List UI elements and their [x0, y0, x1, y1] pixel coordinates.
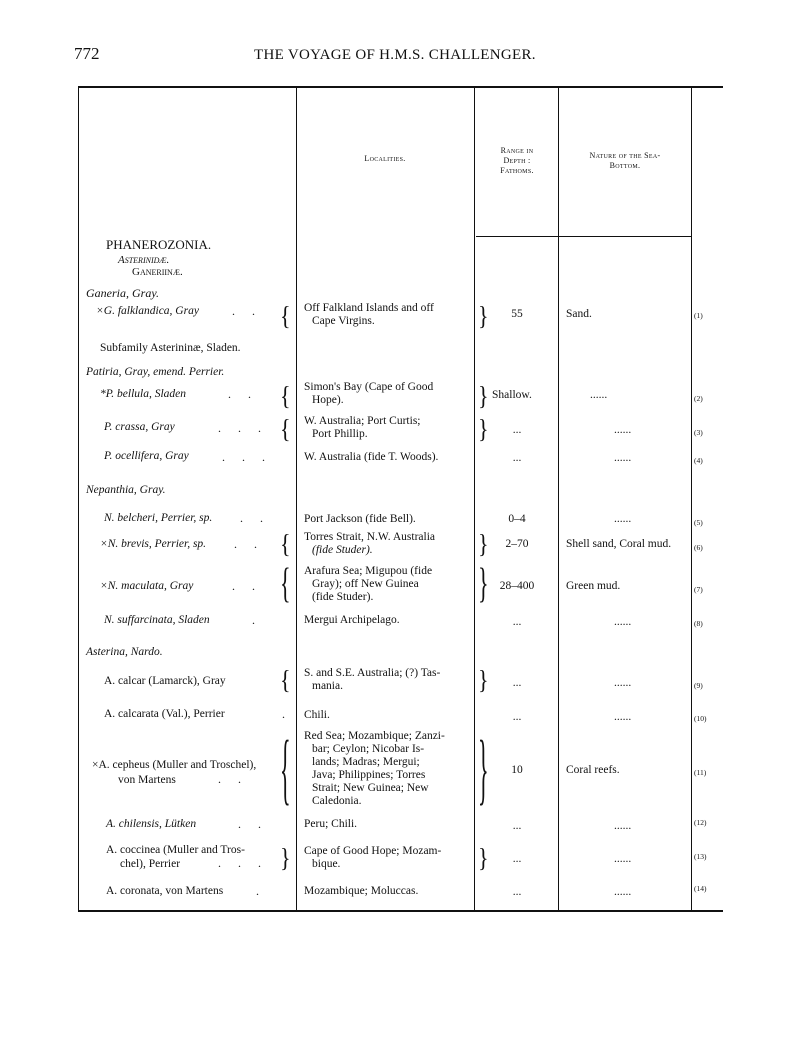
sea-bottom: ......	[614, 452, 632, 464]
species-name: ×N. maculata, Gray	[100, 580, 194, 592]
locality-line: Cape Virgins.	[312, 315, 375, 327]
locality	[304, 845, 441, 871]
sea-bottom: ......	[614, 711, 632, 723]
species-name: P. crassa, Gray	[104, 421, 175, 433]
footnote-ref: (5)	[694, 518, 703, 527]
header-bottom-rule	[476, 236, 691, 237]
col-divider-localities	[474, 88, 475, 910]
genus-ganeria: Ganeria, Gray.	[86, 286, 159, 300]
sea-bottom: ......	[614, 677, 632, 689]
header-range-line3: Fathoms.	[500, 166, 534, 175]
left-brace: {	[280, 722, 291, 813]
footnote-ref: (14)	[694, 884, 707, 893]
locality-line: Hope).	[312, 394, 344, 406]
leader-dots: . .	[228, 387, 258, 401]
sea-bottom: ......	[614, 853, 632, 865]
leader-dots: .	[282, 707, 292, 721]
sea-bottom: ......	[614, 886, 632, 898]
right-brace: }	[478, 528, 489, 559]
locality-line: Gray); off New Guinea	[312, 578, 419, 590]
family-heading: Asterinidæ.	[118, 254, 170, 266]
footnote-ref: (3)	[694, 428, 703, 437]
locality	[304, 302, 434, 328]
left-brace: {	[280, 380, 291, 411]
table-top-rule	[78, 86, 723, 88]
page-number: 772	[74, 44, 100, 63]
species-name: ×N. brevis, Perrier, sp.	[100, 538, 207, 550]
locality-line: Port Jackson (fide Bell).	[304, 513, 416, 525]
footnote-ref: (9)	[694, 681, 703, 690]
sea-bottom: Shell sand, Coral mud.	[566, 538, 672, 550]
locality-line: bique.	[312, 858, 341, 870]
table-bottom-rule	[78, 910, 723, 912]
species-name-line: chel), Perrier	[120, 858, 181, 870]
species-name: N. suffarcinata, Sladen	[104, 614, 210, 626]
footnote-ref: (11)	[694, 768, 707, 777]
running-title: THE VOYAGE OF H.M.S. CHALLENGER.	[254, 47, 536, 63]
sea-bottom: ......	[590, 389, 608, 401]
locality-line: Mozambique; Moluccas.	[304, 885, 419, 897]
leader-dots: .	[252, 613, 262, 627]
right-brace: }	[478, 413, 489, 444]
leader-dots: . . .	[218, 421, 268, 435]
header-range	[478, 146, 556, 176]
species-name: ×G. falklandica, Gray	[96, 305, 199, 317]
locality	[304, 531, 435, 557]
locality	[304, 381, 433, 407]
depth: Shallow.	[492, 389, 532, 401]
leader-dots: . . .	[218, 856, 268, 870]
right-brace: }	[478, 380, 489, 411]
locality	[304, 730, 445, 808]
left-brace: {	[280, 528, 291, 559]
footnote-ref: (8)	[694, 619, 703, 628]
locality-line: Java; Philippines; Torres	[312, 769, 426, 781]
depth: ...	[512, 452, 522, 464]
species-name-line: von Martens	[118, 774, 176, 786]
species-name: A. calcarata (Val.), Perrier	[104, 708, 225, 720]
header-range-line1: Range in	[500, 146, 534, 155]
footnote-ref: (2)	[694, 394, 703, 403]
left-brace: {	[280, 559, 291, 607]
locality-line: W. Australia (fide T. Woods).	[304, 451, 439, 463]
species-name: P. ocellifera, Gray	[104, 450, 189, 462]
locality	[304, 709, 330, 722]
right-brace: }	[478, 559, 489, 607]
footnote-ref: (1)	[694, 311, 703, 320]
locality	[304, 667, 440, 693]
left-brace: {	[280, 300, 291, 331]
locality-line: S. and S.E. Australia; (?) Tas-	[304, 667, 441, 679]
depth: 2–70	[505, 538, 529, 550]
genus-asterina: Asterina, Nardo.	[86, 646, 163, 658]
right-brace: }	[478, 842, 489, 873]
locality-line: Caledonia.	[312, 795, 362, 807]
depth: 55	[511, 308, 523, 320]
species-name: N. belcheri, Perrier, sp.	[104, 512, 213, 524]
header-nature-line1: Nature of the Sea-	[589, 151, 661, 160]
order-heading: PHANEROZONIA.	[106, 237, 212, 252]
depth: 0–4	[508, 513, 526, 525]
locality-line: bar; Ceylon; Nicobar Is-	[312, 743, 425, 755]
species-name-line: A. coccinea (Muller and Tros-	[106, 844, 245, 856]
leader-dots: . .	[218, 772, 248, 786]
col-divider-species	[296, 88, 297, 910]
left-brace: {	[280, 413, 291, 444]
locality-line: (fide Studer).	[312, 591, 374, 603]
sea-bottom: Coral reefs.	[566, 764, 620, 776]
sea-bottom: ......	[614, 513, 632, 525]
col-divider-depth	[558, 88, 559, 910]
footnote-ref: (6)	[694, 543, 703, 552]
sea-bottom: ......	[614, 616, 632, 628]
footnote-ref: (7)	[694, 585, 703, 594]
depth: ...	[512, 711, 522, 723]
locality-line: Cape of Good Hope; Mozam-	[304, 845, 442, 857]
species-name: A. coronata, von Martens	[106, 885, 224, 897]
sea-bottom: Sand.	[566, 308, 592, 320]
leader-dots: . .	[240, 511, 270, 525]
locality-line: Simon's Bay (Cape of Good	[304, 381, 434, 393]
locality-line: lands; Madras; Mergui;	[312, 756, 420, 768]
footnote-ref: (13)	[694, 852, 707, 861]
locality-line: mania.	[312, 680, 343, 692]
depth: 10	[511, 764, 523, 776]
locality	[304, 451, 438, 464]
footnote-ref: (10)	[694, 714, 707, 723]
species-name: A. chilensis, Lütken	[106, 818, 197, 830]
locality	[304, 415, 421, 441]
right-brace: }	[478, 300, 489, 331]
species-name-line: ×A. cepheus (Muller and Troschel),	[92, 759, 257, 771]
depth: ...	[512, 616, 522, 628]
header-nature	[562, 151, 688, 171]
locality	[304, 513, 416, 526]
depth: ...	[512, 424, 522, 436]
subfamily-heading: Ganeriinæ.	[132, 266, 183, 278]
species-name: A. calcar (Lamarck), Gray	[104, 675, 226, 687]
locality-line: Off Falkland Islands and off	[304, 302, 434, 314]
col-divider-nature	[691, 88, 692, 910]
genus-nepanthia: Nepanthia, Gray.	[86, 484, 166, 496]
sea-bottom: ......	[614, 424, 632, 436]
header-range-line2: Depth :	[503, 156, 531, 165]
leader-dots: . .	[232, 579, 262, 593]
leader-dots: . .	[238, 817, 268, 831]
locality	[304, 818, 357, 831]
locality	[304, 565, 432, 604]
sea-bottom: Green mud.	[566, 580, 621, 592]
locality	[304, 885, 418, 898]
leader-dots: .	[256, 884, 266, 898]
locality-line: Peru; Chili.	[304, 818, 358, 830]
locality-line: Strait; New Guinea; New	[312, 782, 429, 794]
depth: ...	[512, 820, 522, 832]
leader-dots: . .	[232, 304, 262, 318]
locality-line: Arafura Sea; Migupou (fide	[304, 565, 433, 577]
locality-line: Red Sea; Mozambique; Zanzi-	[304, 730, 445, 742]
header-localities: Localities.	[364, 154, 406, 163]
left-brace: }	[280, 842, 291, 873]
locality-line: W. Australia; Port Curtis;	[304, 415, 421, 427]
depth: ...	[512, 677, 522, 689]
leader-dots: . .	[234, 537, 264, 551]
species-name: *P. bellula, Sladen	[100, 388, 187, 400]
header-nature-line2: Bottom.	[609, 161, 641, 170]
locality-line: Chili.	[304, 709, 330, 721]
depth: 28–400	[499, 580, 535, 592]
locality-line: Port Phillip.	[312, 428, 368, 440]
leader-dots: . . .	[222, 450, 272, 464]
locality-line: Mergui Archipelago.	[304, 614, 400, 626]
right-brace: }	[478, 664, 489, 695]
right-brace: }	[478, 722, 489, 813]
footnote-ref: (12)	[694, 818, 707, 827]
locality-line: (fide Studer).	[312, 544, 373, 556]
depth: ...	[512, 886, 522, 898]
depth: ...	[512, 853, 522, 865]
locality	[304, 614, 400, 627]
footnote-ref: (4)	[694, 456, 703, 465]
locality-line: Torres Strait, N.W. Australia	[304, 531, 435, 543]
subfamily-asterininae: Subfamily Asterininæ, Sladen.	[100, 342, 241, 354]
genus-patiria: Patiria, Gray, emend. Perrier.	[86, 366, 225, 378]
left-border	[78, 86, 79, 911]
left-brace: {	[280, 664, 291, 695]
sea-bottom: ......	[614, 820, 632, 832]
